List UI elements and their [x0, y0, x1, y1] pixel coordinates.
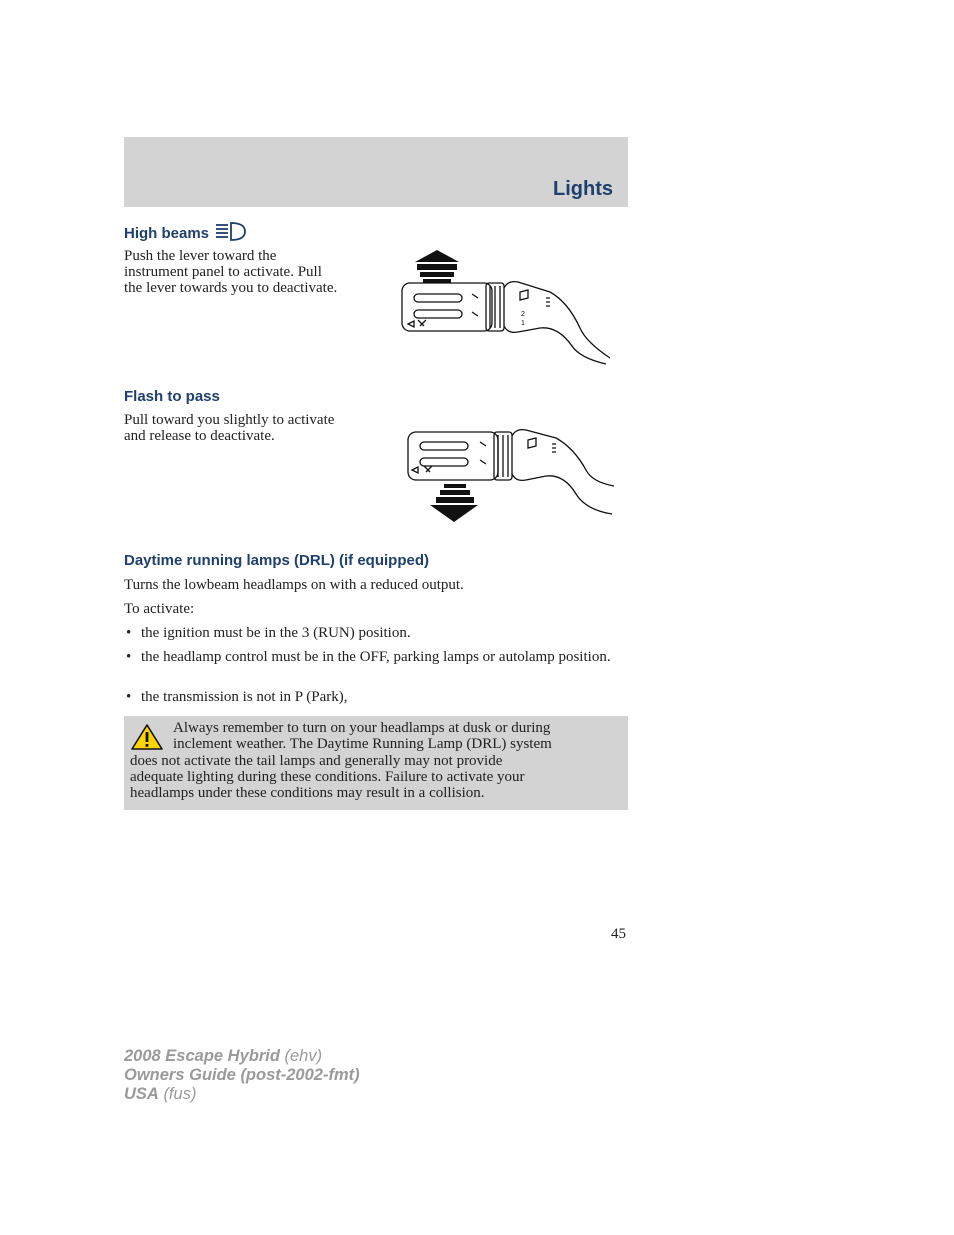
bullet-dot: •	[126, 689, 132, 705]
drl-intro: Turns the lowbeam headlamps on with a reduced output.	[124, 577, 464, 593]
drl-bullet-1	[124, 625, 629, 641]
speed-label-1: 1	[521, 320, 525, 327]
bullet-dot: •	[126, 649, 132, 665]
page-number: 45	[611, 926, 626, 942]
high-beams-text-2: instrument panel to activate. Pull	[124, 264, 322, 280]
lever-push-figure	[400, 250, 612, 368]
drl-bullet-2	[124, 649, 629, 665]
footer-market-code: (fus)	[163, 1085, 197, 1103]
bullet-dot: •	[126, 625, 132, 641]
warning-line-3: does not activate the tail lamps and generally may not provide	[130, 752, 503, 769]
warning-line-5: headlamps under these conditions may result in a collision.	[130, 785, 485, 802]
section-header-band	[124, 137, 628, 207]
warning-line-2: inclement weather. The Daytime Running Lamp (DRL) system	[173, 736, 552, 753]
drl-bullet-1-text: the ignition must be in the 3 (RUN) position.	[141, 625, 411, 641]
high-beams-text-1: Push the lever toward the	[124, 248, 277, 264]
speed-label-2: 2	[521, 311, 525, 318]
footer-market: USA	[124, 1085, 159, 1103]
section-title: Lights	[553, 178, 613, 200]
warning-text	[130, 720, 610, 801]
footer-model-code: (ehv)	[284, 1047, 323, 1065]
warning-box	[124, 716, 628, 810]
footer-guide: Owners Guide (post-2002-fmt)	[124, 1066, 360, 1084]
high-beams-heading-text: High beams	[124, 225, 210, 242]
flash-to-pass-heading: Flash to pass	[124, 388, 220, 405]
flash-to-pass-text-2: and release to deactivate.	[124, 428, 275, 444]
lever-pull-figure	[406, 428, 616, 524]
high-beams-heading	[124, 222, 247, 242]
document-footer	[124, 1047, 360, 1104]
drl-bullet-3	[124, 689, 629, 705]
drl-bullet-2-text: the headlamp control must be in the OFF, parking lamps or autolamp position.	[141, 649, 611, 665]
drl-bullet-3-text: the transmission is not in P (Park),	[141, 689, 348, 705]
warning-line-1: Always remember to turn on your headlamps at dusk or during	[173, 720, 551, 736]
drl-heading: Daytime running lamps (DRL) (if equipped)	[124, 552, 430, 569]
drl-to-activate: To activate:	[124, 601, 195, 617]
warning-line-4: adequate lighting during these conditions. Failure to activate your	[130, 768, 525, 785]
footer-model: 2008 Escape Hybrid	[124, 1047, 280, 1065]
high-beams-text-3: the lever towards you to deactivate.	[124, 280, 338, 296]
flash-to-pass-text-1: Pull toward you slightly to activate	[124, 412, 335, 428]
high-beam-icon	[215, 222, 247, 242]
